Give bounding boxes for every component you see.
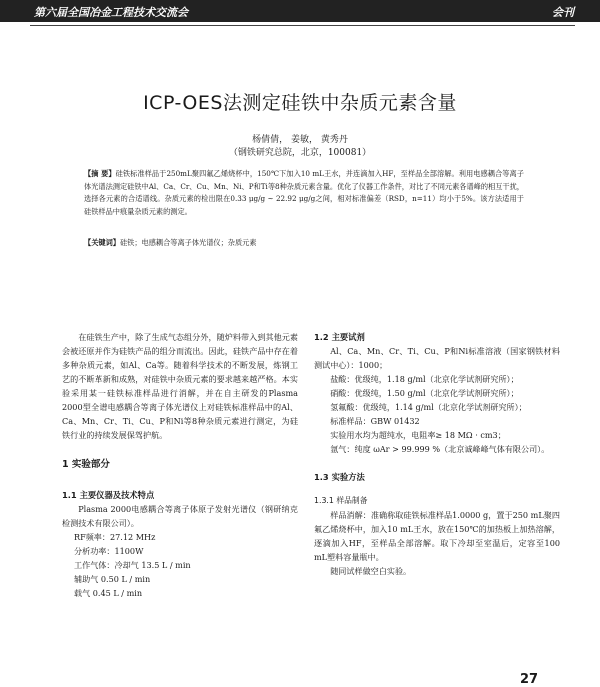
abstract <box>84 168 524 218</box>
blank-paragraph: 随同试样做空白实验。 <box>330 566 412 576</box>
reagent-line: 硝酸：优级纯，1.50 g/ml（北京化学试剂研究所）； <box>330 388 519 398</box>
reagent-line: 实验用水均为超纯水，电阻率≥ 18 MΩ · cm3； <box>330 430 506 440</box>
param-line: RF频率：27.12 MHz <box>74 532 156 542</box>
section-heading-1-3-1: 1.3.1 样品制备 <box>314 496 368 505</box>
page-number: 27 <box>520 672 539 687</box>
reagent-line: 氩气：纯度 ωAr > 99.999 %（北京诚峰峰气体有限公司）。 <box>330 444 550 454</box>
right-column <box>314 330 560 578</box>
running-header <box>0 0 600 22</box>
keywords-label: 【关键词】 <box>84 238 120 247</box>
keywords-text: 硅铁；电感耦合等离子体光谱仪；杂质元素 <box>119 238 257 247</box>
section-heading-1-3: 1.3 实验方法 <box>314 472 365 482</box>
reagent-line: Al、Ca、Mn、Cr、Ti、Cu、P和Ni标准溶液（国家钢铁材料测试中心）：1000； <box>314 346 560 370</box>
section-heading-1-1: 1.1 主要仪器及技术特点 <box>62 490 155 500</box>
keywords <box>84 238 524 248</box>
affiliation: （钢铁研究总院，北京，100081） <box>228 148 372 158</box>
abstract-text: 硅铁标准样品于250mL聚四氟乙烯烧杯中，150℃下加入10 mL王水，并连滴加入HF，至样品全部溶解。利用电感耦合等离子体光谱法测定硅铁中Al、Ca、Cr、Cu、Mn、Ni、P和Ti等8种杂质元素含量。优化了仪器工作条件，对比了不同元素各谱峰的相互干扰，选择各元素的合适谱线。杂质元素的检出限在0.33 μg/g ~ 22.92 μg/g之间，相对标准偏差（RSD，n=11）均小于5%。该方法适用于硅铁样品中痕量杂质元素的测定。 <box>84 169 524 216</box>
section-heading-1: 1 实验部分 <box>62 459 110 470</box>
prep-paragraph: 样品消解：准确称取硅铁标准样品1.0000 g，置于250 mL聚四氟乙烯烧杯中，加入10 mL王水，放在150℃的加热板上加热溶解，逐滴加入HF，至样品全部溶解。取下冷却至室温后，定容至100 mL塑料容量瓶中。 <box>314 510 560 562</box>
section-heading-1-2: 1.2 主要试剂 <box>314 332 365 342</box>
header-divider <box>30 25 575 26</box>
left-column <box>62 330 298 600</box>
param-line: 分析功率：1100W <box>74 546 144 556</box>
param-line: 辅助气 0.50 L / min <box>74 574 151 584</box>
abstract-label: 【摘 要】 <box>84 169 116 178</box>
reagent-line: 标准样品：GBW 01432 <box>330 416 420 426</box>
header-section-label: 会刊 <box>552 6 574 19</box>
instrument-paragraph: Plasma 2000电感耦合等离子体原子发射光谱仪（钢研纳克检测技术有限公司）。 <box>62 504 298 528</box>
paper-title: ICP-OES法测定硅铁中杂质元素含量 <box>143 92 457 114</box>
reagent-line: 盐酸：优级纯，1.18 g/ml（北京化学试剂研究所）； <box>330 374 519 384</box>
param-line: 载气 0.45 L / min <box>74 588 143 598</box>
authors: 杨倩倩， 姜敏， 黄秀丹 <box>252 135 348 145</box>
intro-paragraph: 在硅铁生产中，除了生成气态组分外，随炉料带入到其他元素会被还原并作为硅铁产品的组分而流出。因此，硅铁产品中存在着多种杂质元素，如Al、Ca等。随着科学技术的不断发展，炼钢工艺的不断革新和成熟，对硅铁中杂质元素的要求越来越严格。本实验采用某一硅铁标准样品进行消解，并在自主研发的Plasma 2000型全谱电感耦合等离子体光谱仪上对硅铁标准样品中的Al、Ca、Mn、Cr、Ti、Cu、P和Ni等8种杂质元素进行测定，为硅铁行业的持续发展保驾护航。 <box>62 332 298 440</box>
header-conference-title: 第六届全国冶金工程技术交流会 <box>34 6 188 19</box>
param-line: 工作气体：冷却气 13.5 L / min <box>74 560 191 570</box>
reagent-line: 氢氟酸：优级纯，1.14 g/ml（北京化学试剂研究所）； <box>330 402 527 412</box>
